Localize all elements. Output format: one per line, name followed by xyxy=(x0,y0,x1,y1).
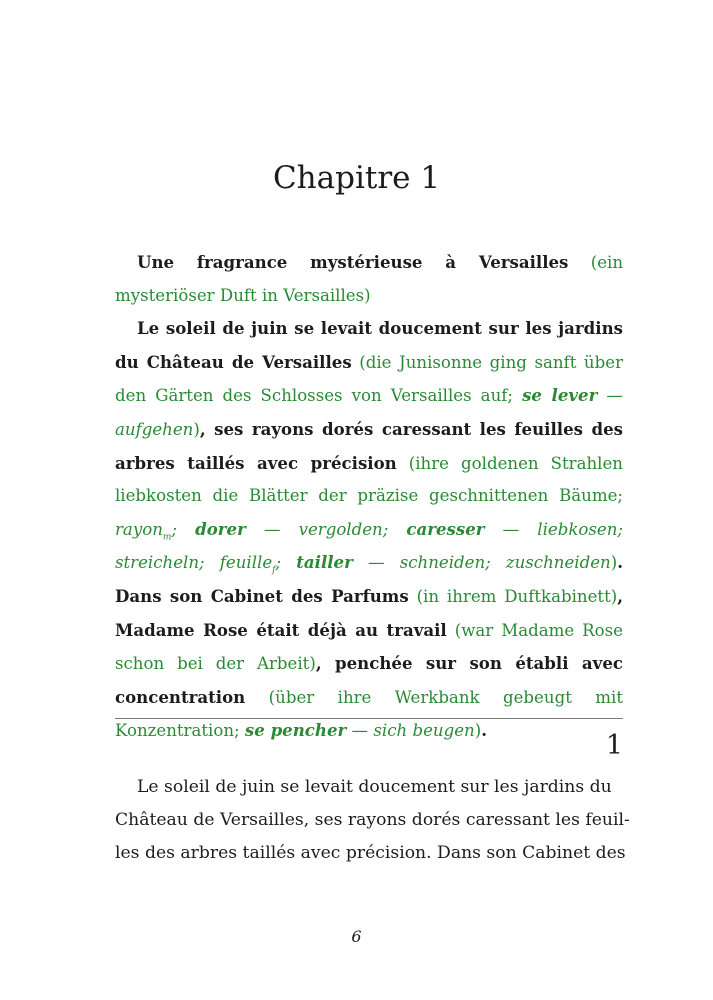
paragraph-end-punctuation: . xyxy=(481,720,488,741)
bilingual-body-paragraph xyxy=(115,312,623,748)
vocab-term: caresser xyxy=(406,518,485,539)
section-divider xyxy=(115,718,623,719)
french-segment-5: , penchée sur son établi avec concentration xyxy=(115,653,623,707)
chapter-title: Chapitre 1 xyxy=(272,160,441,196)
french-segment-2: , ses rayons dorés caressant les feuilles des arbres taillés avec précision xyxy=(115,418,623,473)
french-segment-3: . Dans son Cabinet des Parfums xyxy=(115,552,623,606)
german-translation-4: (war Madame Rose schon bei der Arbeit) xyxy=(115,620,623,674)
gender-marker: f xyxy=(272,565,276,576)
bilingual-heading-paragraph xyxy=(115,246,623,312)
plain-french-text xyxy=(115,771,630,870)
vocab-term: se pencher xyxy=(244,720,347,741)
german-translation-5: (über ihre Werkbank gebeugt mit Konzentration; se pencher — sich beugen) xyxy=(115,687,623,741)
text-line: Château de Versailles, ses rayons dorés caressant les feuil- xyxy=(115,810,630,830)
german-translation-3: (in ihrem Duftkabinett) xyxy=(416,586,618,606)
vocab-term: rayon xyxy=(115,519,163,539)
bilingual-text-block xyxy=(115,246,623,748)
heading-french: Une fragrance mystérieuse à Versailles xyxy=(137,252,569,272)
vocab-term: dorer xyxy=(195,518,246,539)
heading-german-translation: (ein mysteriöser Duft in Versailles) xyxy=(115,253,624,305)
french-segment-1: Le soleil de juin se levait doucement sur les jardins du Château de Versailles xyxy=(115,318,623,372)
text-line: les des arbres taillés avec précision. Dans son Cabinet des xyxy=(115,843,626,863)
text-line: Le soleil de juin se levait doucement sur les jardins du xyxy=(137,777,612,797)
german-translation-2: (ihre goldenen Strahlen liebkosten die Blätter der präzise geschnittenen Bäume; rayon$_m$; dorer — vergolden; caresser — liebkosen; streicheln; feuille$_f$; tailler — schneiden; zuschneiden) xyxy=(115,453,623,576)
vocab-term: tailler xyxy=(296,552,353,573)
section-number: 1 xyxy=(605,730,623,761)
vocab-term: se lever xyxy=(522,385,598,406)
french-segment-4: , Madame Rose était déjà au travail xyxy=(115,585,624,640)
gender-marker: m xyxy=(162,532,172,543)
page-number: 6 xyxy=(351,927,362,946)
german-translation-1: (die Junisonne ging sanft über den Gärten des Schlosses von Versailles auf; se lever — aufgehen) xyxy=(115,352,624,439)
